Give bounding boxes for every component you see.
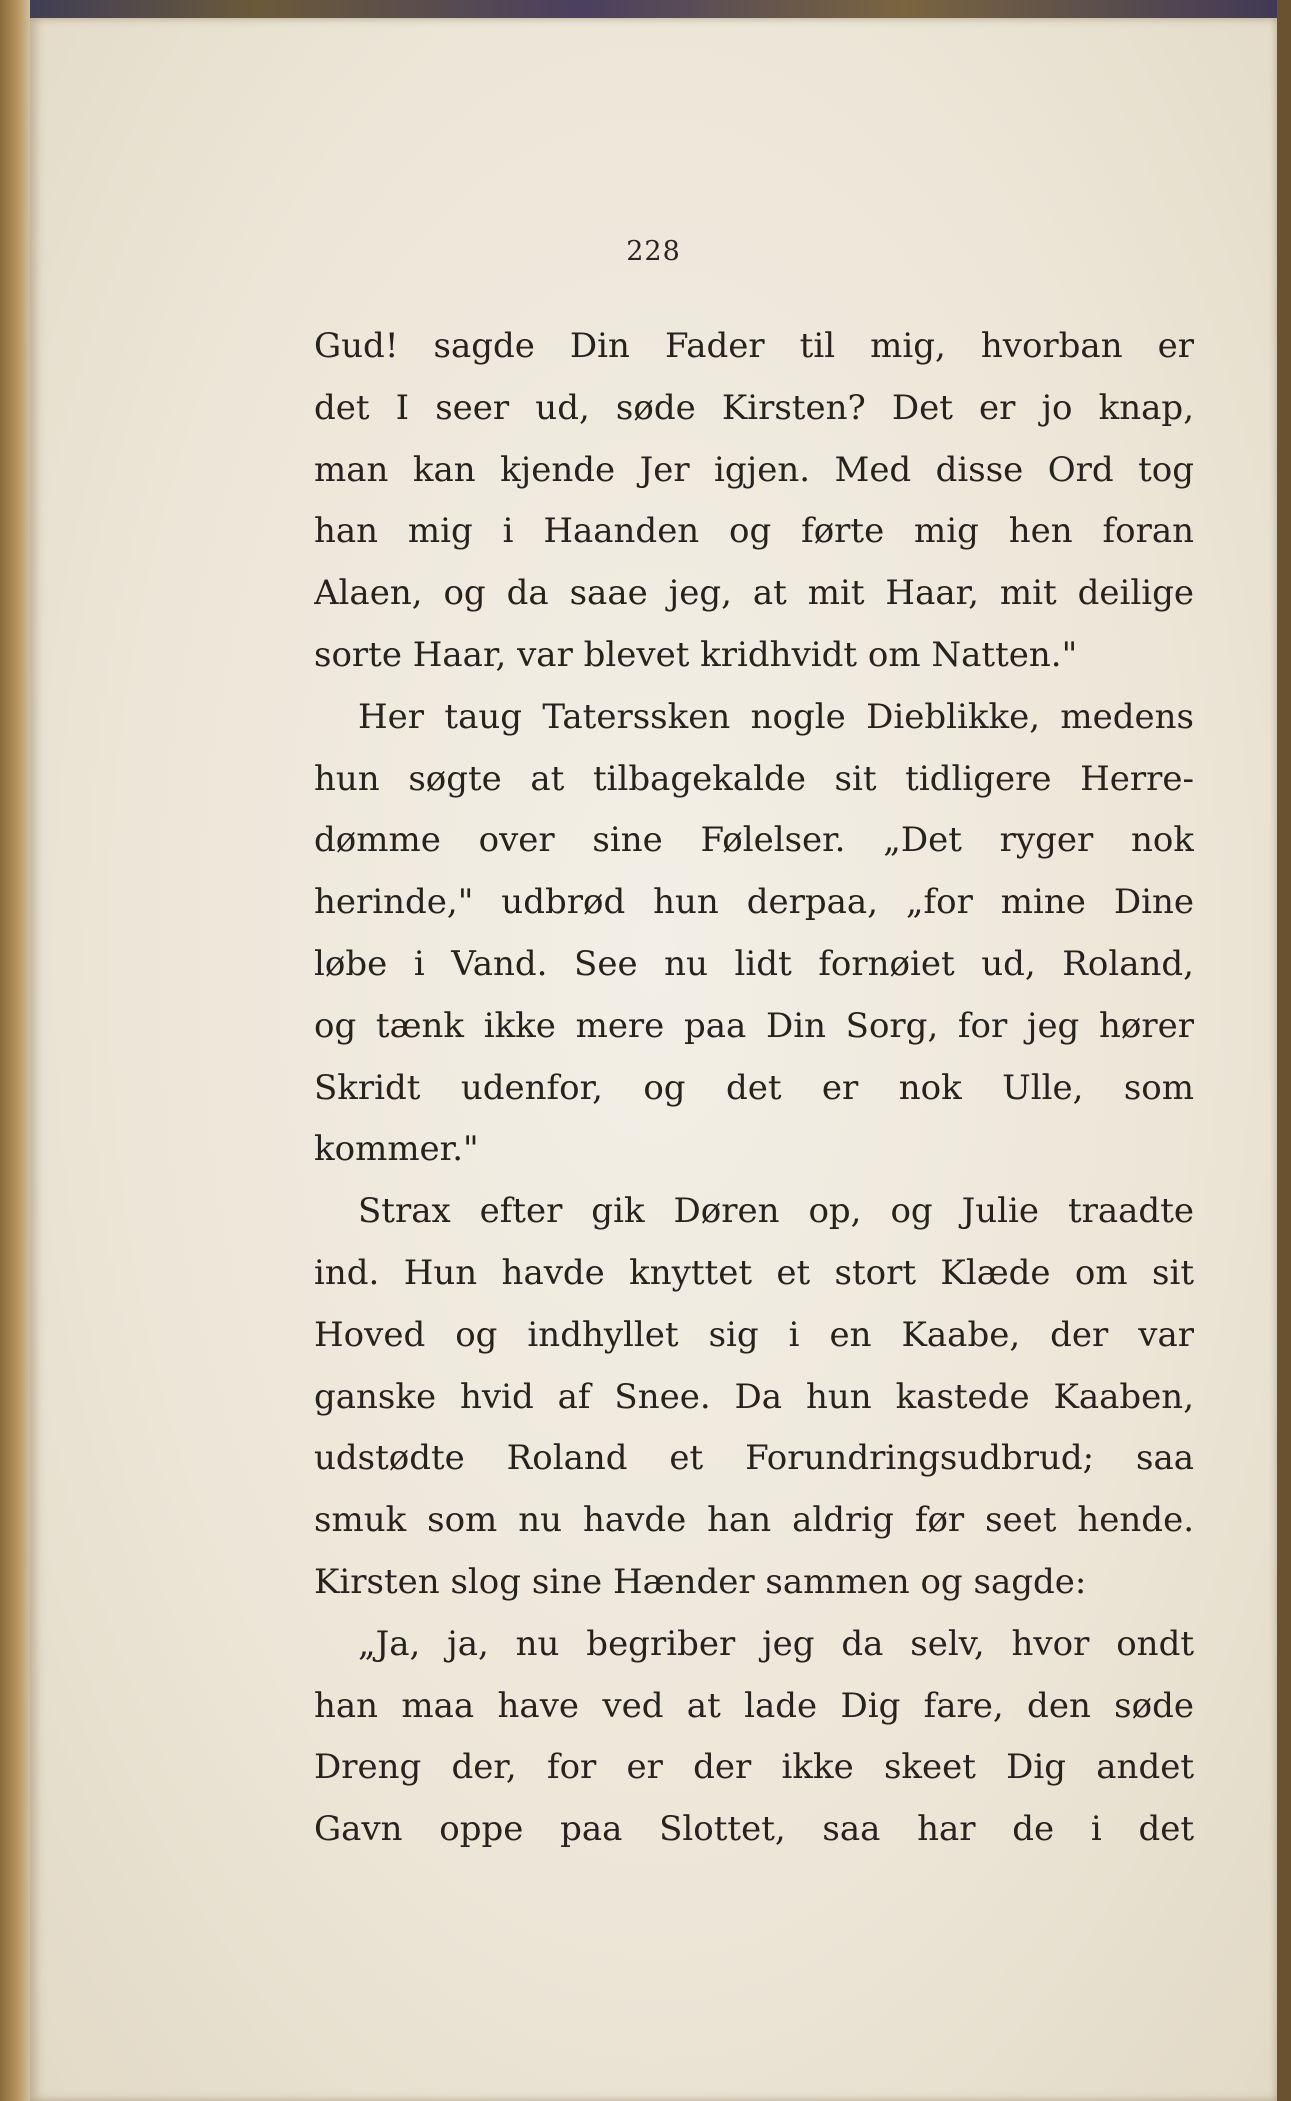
text-line: ind. Hun havde knyttet et stort Klæde om sit — [314, 1252, 1194, 1293]
book-top-edge — [0, 0, 1291, 18]
text-line: og tænk ikke mere paa Din Sorg, for jeg hører — [314, 1005, 1194, 1046]
text-line: kommer." — [314, 1129, 479, 1170]
text-line: hun søgte at tilbagekalde sit tidligere Herre- — [314, 758, 1194, 799]
text-line: herinde," udbrød hun derpaa, „for mine Dine — [314, 882, 1194, 923]
text-line: Strax efter gik Døren op, og Julie traadte — [358, 1191, 1194, 1232]
text-line: Dreng der, for er der ikke skeet Dig andet — [314, 1747, 1194, 1788]
page-number: 228 — [626, 236, 681, 267]
book-spine-edge — [0, 0, 30, 2101]
book-page — [30, 18, 1277, 2101]
text-line: Hoved og indhyllet sig i en Kaabe, der var — [314, 1314, 1194, 1355]
text-line: løbe i Vand. See nu lidt fornøiet ud, Roland, — [314, 943, 1194, 984]
text-line: Kirsten slog sine Hænder sammen og sagde: — [314, 1561, 1087, 1602]
text-line: man kan kjende Jer igjen. Med disse Ord tog — [314, 449, 1194, 490]
text-line: ganske hvid af Snee. Da hun kastede Kaaben, — [314, 1376, 1194, 1417]
book-right-edge — [1277, 0, 1291, 2101]
body-text — [314, 316, 1194, 1861]
text-line: „Ja, ja, nu begriber jeg da selv, hvor ondt — [358, 1623, 1194, 1664]
text-line: Skridt udenfor, og det er nok Ulle, som — [314, 1067, 1194, 1108]
text-line: Gud! sagde Din Fader til mig, hvorban er — [314, 326, 1194, 366]
text-line: det I seer ud, søde Kirsten? Det er jo knap, — [314, 387, 1194, 428]
text-line: Alaen, og da saae jeg, at mit Haar, mit deilige — [314, 573, 1194, 614]
text-line: smuk som nu havde han aldrig før seet hende. — [314, 1500, 1194, 1541]
text-line: han maa have ved at lade Dig fare, den søde — [314, 1685, 1194, 1726]
text-line: dømme over sine Følelser. „Det ryger nok — [314, 820, 1194, 861]
text-line: Her taug Taterssken nogle Dieblikke, medens — [358, 696, 1194, 737]
text-line: sorte Haar, var blevet kridhvidt om Natten." — [314, 634, 1078, 675]
text-line: Gavn oppe paa Slottet, saa har de i det — [314, 1809, 1194, 1850]
text-line: han mig i Haanden og førte mig hen foran — [314, 511, 1194, 552]
text-line: udstødte Roland et Forundringsudbrud; saa — [314, 1438, 1194, 1479]
